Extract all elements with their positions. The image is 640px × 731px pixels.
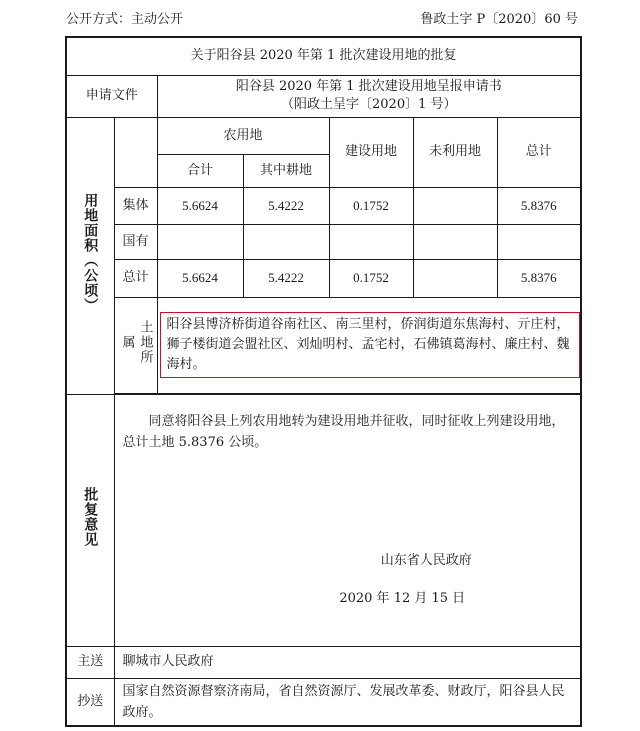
row-label: 总计 — [114, 259, 157, 297]
row-label: 集体 — [114, 187, 157, 224]
approval-label — [66, 394, 114, 646]
application-label: 申请文件 — [66, 75, 157, 117]
approval-text: 同意将阳谷县上列农用地转为建设用地并征收，同时征收上列建设用地，总计土地 5.8376 公顷。 — [122, 413, 565, 450]
approval-label-text: 批复意见 — [82, 487, 99, 547]
document-number: 鲁政土字 P〔2020〕60 号 — [420, 12, 578, 27]
application-line-1: 阳谷县 2020 年第 1 批次建设用地呈报申请书 — [235, 79, 502, 94]
cell-grand-total: 5.8376 — [497, 187, 581, 224]
cell-construction — [329, 224, 413, 259]
farmland-header: 农用地 — [157, 117, 329, 154]
main-recipient-value: 聊城市人民政府 — [114, 646, 581, 678]
cell-farmland-total: 5.6624 — [157, 259, 243, 297]
cell-arable: 5.4222 — [243, 259, 329, 297]
land-location-text: 阳谷县博济桥街道谷南社区、南三里村，侨润街道东焦海村、亓庄村，狮子楼街道会盟社区、刘灿明村、孟宅村，石佛镇葛海村、廉庄村、魏海村。 — [166, 317, 570, 372]
cell-grand-total — [497, 224, 581, 259]
land-location-highlight — [160, 312, 581, 378]
table-row — [66, 187, 581, 224]
cc-value: 国家自然资源督察济南局，省自然资源厅、发展改革委、财政厅，阳谷县人民政府。 — [114, 678, 581, 726]
table-row — [66, 224, 581, 259]
main-recipient-label: 主送 — [66, 646, 114, 678]
cell-farmland-total — [157, 224, 243, 259]
land-location-label-text: 土地所属 — [119, 319, 153, 365]
arable-subheader: 其中耕地 — [243, 154, 329, 187]
cell-unused — [413, 259, 497, 297]
area-section-label-text: 用地面积（公顷） — [82, 192, 99, 313]
cc-label: 抄送 — [66, 678, 114, 726]
grand-total-header: 总计 — [497, 117, 581, 187]
row-label: 国有 — [114, 224, 157, 259]
farmland-total-subheader: 合计 — [157, 154, 243, 187]
area-header-blank — [114, 117, 157, 187]
cell-unused — [413, 224, 497, 259]
land-location-label — [114, 297, 157, 393]
disclosure-mode: 公开方式：主动公开 — [66, 12, 184, 27]
approval-table — [65, 36, 582, 727]
application-file — [157, 75, 581, 117]
area-section-label — [66, 117, 114, 394]
document-title: 关于阳谷县 2020 年第 1 批次建设用地的批复 — [66, 37, 581, 75]
land-location-cell — [157, 297, 581, 393]
cell-construction: 0.1752 — [329, 259, 413, 297]
table-row — [66, 259, 581, 297]
approval-date: 2020 年 12 月 15 日 — [339, 590, 466, 606]
cell-construction: 0.1752 — [329, 187, 413, 224]
cell-arable — [243, 224, 329, 259]
cell-arable: 5.4222 — [243, 187, 329, 224]
cell-grand-total: 5.8376 — [497, 259, 581, 297]
issuer-name: 山东省人民政府 — [380, 552, 472, 568]
cell-unused — [413, 187, 497, 224]
construction-header: 建设用地 — [329, 117, 413, 187]
approval-opinion — [114, 394, 581, 646]
application-line-2: （阳政土呈字〔2020〕1 号） — [281, 97, 457, 112]
unused-header: 未利用地 — [413, 117, 497, 187]
cell-farmland-total: 5.6624 — [157, 187, 243, 224]
